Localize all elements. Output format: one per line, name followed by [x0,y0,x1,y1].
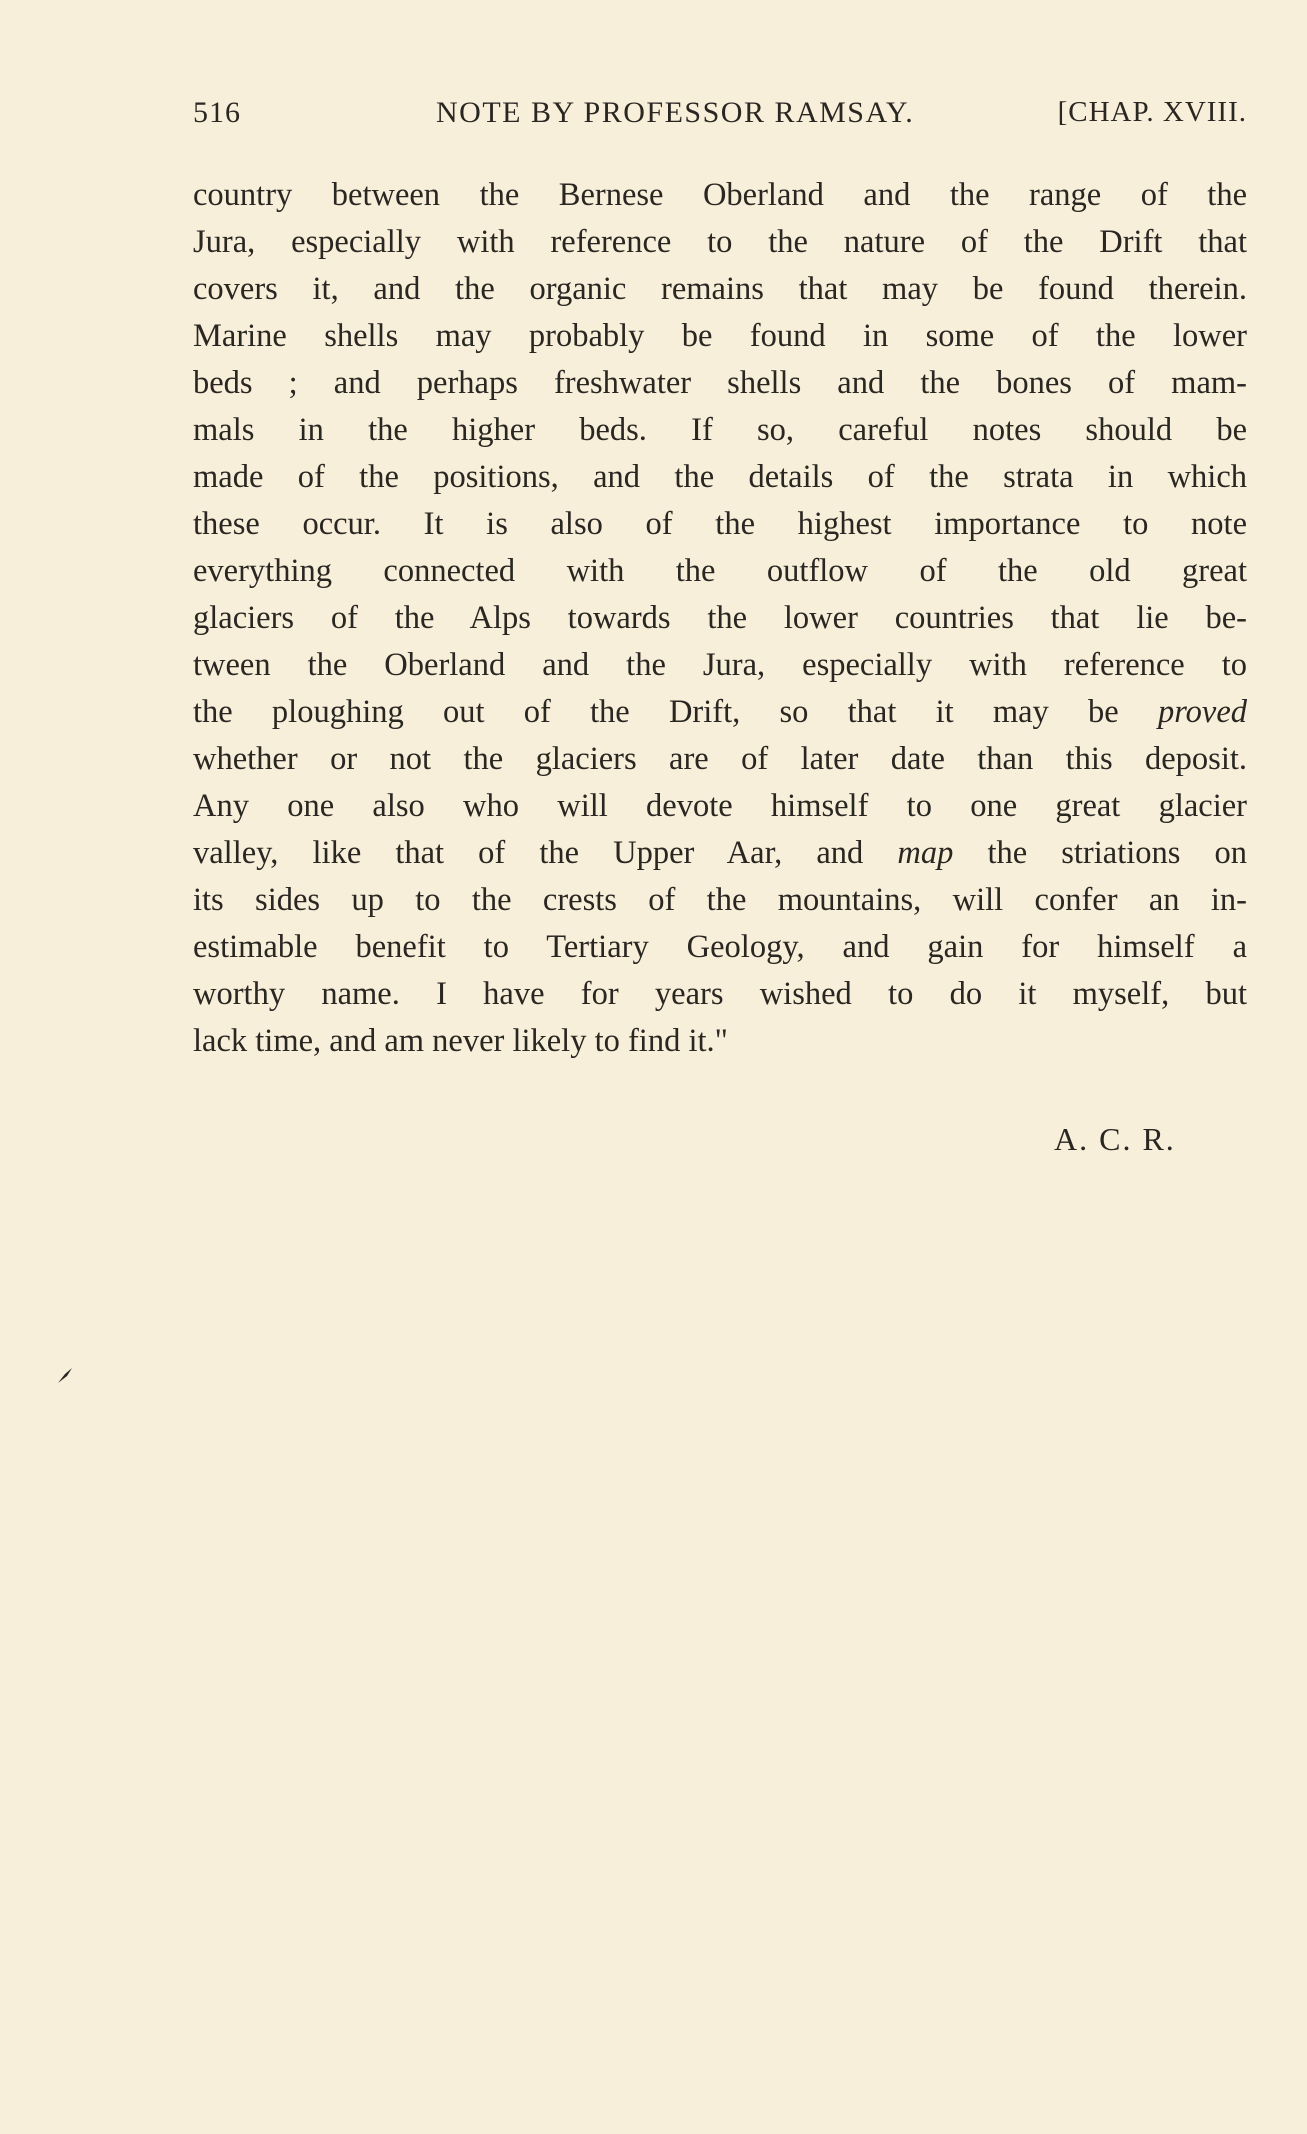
text-line: country between the Bernese Oberland and the range of the [193,177,1247,213]
text-line: its sides up to the crests of the mountains, will confer an in- [193,882,1247,918]
text-line: glaciers of the Alps towards the lower countries that lie be- [193,600,1247,636]
page-number: 516 [193,96,241,129]
text-line: Any one also who will devote himself to one great glacier [193,788,1247,824]
text-line: Marine shells may probably be found in some of the lower [193,318,1247,354]
emphasized-word: map [897,835,954,871]
text-line: beds ; and perhaps freshwater shells and the bones of mam- [193,365,1247,401]
text-line: whether or not the glaciers are of later date than this deposit. [193,741,1247,777]
text-segment: the ploughing out of the Drift, so that it may be [193,694,1158,730]
running-title: NOTE BY PROFESSOR RAMSAY. [436,96,915,129]
text-segment: valley, like that of the Upper Aar, and [193,835,898,871]
emphasized-word: proved [1157,694,1247,730]
running-head [193,96,1247,136]
signature-initials: A. C. R. [1054,1121,1176,1157]
text-line: worthy name. I have for years wished to do it myself, but [193,976,1247,1012]
text-line: everything connected with the outflow of the old great [193,553,1247,589]
chapter-reference: [CHAP. XVIII. [1057,96,1247,128]
text-line: Jura, especially with reference to the nature of the Drift that [193,224,1247,260]
text-line: made of the positions, and the details of the strata in which [193,459,1247,495]
text-line-with-emphasis [193,830,1247,877]
text-line: these occur. It is also of the highest importance to note [193,506,1247,542]
text-line: estimable benefit to Tertiary Geology, and gain for himself a [193,929,1247,965]
body-text [193,172,1247,1065]
text-line-with-emphasis [193,689,1247,736]
text-line: mals in the higher beds. If so, careful notes should be [193,412,1247,448]
text-line: covers it, and the organic remains that may be found therein. [193,271,1247,307]
text-line: tween the Oberland and the Jura, especially with reference to [193,647,1247,683]
text-segment: the striations on [953,835,1248,871]
text-line: lack time, and am never likely to find it." [193,1023,728,1059]
ink-speck-icon [56,1365,76,1385]
